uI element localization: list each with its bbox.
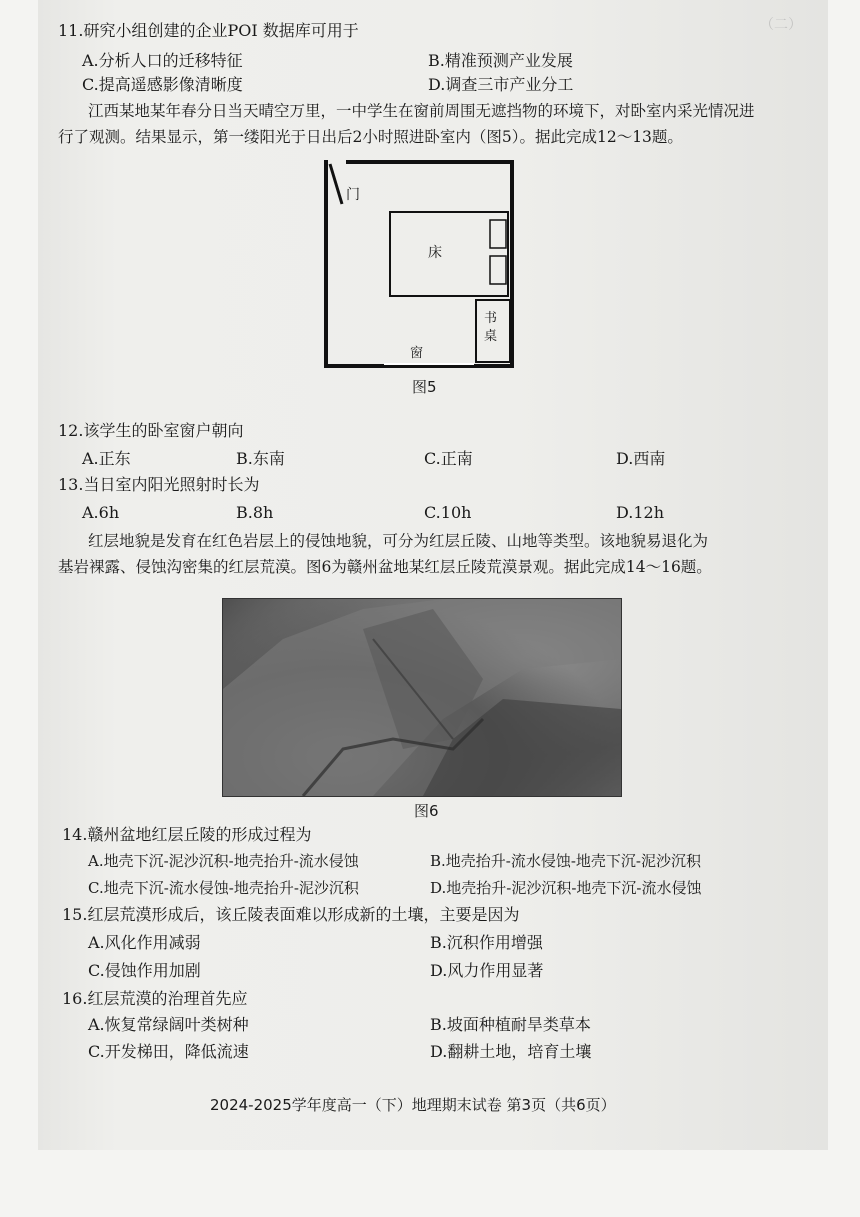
q13-option-c[interactable]: C.10h (424, 503, 472, 522)
figure5-room-diagram (324, 160, 514, 368)
q12-option-a[interactable]: A.正东 (82, 449, 131, 468)
window-label: 窗 (410, 346, 424, 361)
q13-option-b[interactable]: B.8h (236, 503, 274, 522)
q11-option-c[interactable]: C.提高遥感影像清晰度 (82, 75, 243, 94)
q16-stem: 16.红层荒漠的治理首先应 (62, 989, 248, 1008)
door-leaf (330, 164, 342, 204)
figure5-caption: 图5 (412, 378, 437, 396)
q15-option-d[interactable]: D.风力作用显著 (430, 961, 544, 980)
q15-option-b[interactable]: B.沉积作用增强 (430, 933, 543, 952)
q14-option-b[interactable]: B.地壳抬升-流水侵蚀-地壳下沉-泥沙沉积 (430, 852, 701, 870)
q14-stem: 14.赣州盆地红层丘陵的形成过程为 (62, 825, 312, 844)
q13-stem: 13.当日室内阳光照射时长为 (58, 475, 260, 494)
pillow-2 (490, 256, 506, 284)
q11-option-a[interactable]: A.分析人口的迁移特征 (82, 51, 243, 70)
page-footer: 2024-2025学年度高一（下）地理期末试卷 第3页（共6页） (210, 1096, 616, 1114)
q11-option-b[interactable]: B.精准预测产业发展 (428, 51, 573, 70)
figure6-landscape-photo (222, 598, 622, 797)
q11-stem: 11.研究小组创建的企业POI 数据库可用于 (58, 21, 359, 40)
passage2-line1: 红层地貌是发育在红色岩层上的侵蚀地貌，可分为红层丘陵、山地等类型。该地貌易退化为 (88, 532, 709, 550)
q12-option-c[interactable]: C.正南 (424, 449, 473, 468)
q15-stem: 15.红层荒漠形成后，该丘陵表面难以形成新的土壤，主要是因为 (62, 905, 520, 924)
q12-option-b[interactable]: B.东南 (236, 449, 285, 468)
q16-option-d[interactable]: D.翻耕土地，培育土壤 (430, 1042, 592, 1061)
q15-option-c[interactable]: C.侵蚀作用加剧 (88, 961, 201, 980)
q15-option-a[interactable]: A.风化作用减弱 (88, 933, 201, 952)
q13-option-a[interactable]: A.6h (82, 503, 120, 522)
door-label: 门 (346, 187, 360, 203)
figure6-caption: 图6 (414, 802, 439, 820)
q13-option-d[interactable]: D.12h (616, 503, 665, 522)
passage1-line2: 行了观测。结果显示，第一缕阳光于日出后2小时照进卧室内（图5）。据此完成12～13题。 (58, 128, 683, 146)
bleed-through-text: （二） (760, 17, 802, 33)
q16-option-a[interactable]: A.恢复常绿阔叶类树种 (88, 1015, 249, 1034)
q12-option-d[interactable]: D.西南 (616, 449, 666, 468)
desk-label: 书桌 (484, 311, 498, 344)
q16-option-c[interactable]: C.开发梯田，降低流速 (88, 1042, 249, 1061)
passage2-line2: 基岩裸露、侵蚀沟密集的红层荒漠。图6为赣州盆地某红层丘陵荒漠景观。据此完成14～16题。 (58, 558, 712, 576)
q16-option-b[interactable]: B.坡面种植耐旱类草本 (430, 1015, 591, 1034)
pillow-1 (490, 220, 506, 248)
q14-option-c[interactable]: C.地壳下沉-流水侵蚀-地壳抬升-泥沙沉积 (88, 879, 359, 897)
q12-stem: 12.该学生的卧室窗户朝向 (58, 421, 244, 440)
q11-option-d[interactable]: D.调查三市产业分工 (428, 75, 574, 94)
passage1-line1: 江西某地某年春分日当天晴空万里，一中学生在窗前周围无遮挡物的环境下，对卧室内采光情况进 (88, 102, 755, 120)
q14-option-a[interactable]: A.地壳下沉-泥沙沉积-地壳抬升-流水侵蚀 (88, 852, 359, 870)
bed-label: 床 (428, 245, 442, 261)
q14-option-d[interactable]: D.地壳抬升-泥沙沉积-地壳下沉-流水侵蚀 (430, 879, 702, 897)
landscape-shapes (223, 599, 621, 796)
